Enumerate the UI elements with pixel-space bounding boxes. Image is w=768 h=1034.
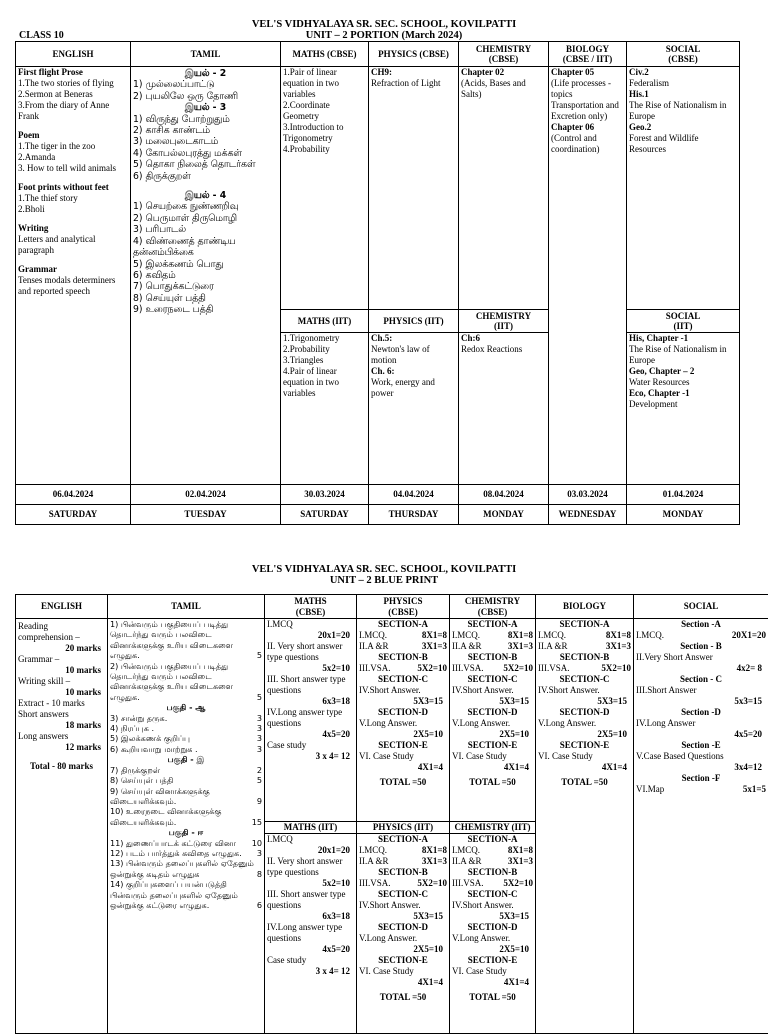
header-physics-iit: PHYSICS (IIT) [369, 310, 459, 333]
bp-header-maths: MATHS (CBSE) [265, 595, 357, 619]
bp-header-maths-iit: MATHS (IIT) [265, 822, 357, 834]
maths-cbse-syllabus: 1.Pair of linear equation in two variables 2.Coordinate Geometry 3.Introduction to Trigonometry 4.Probability [281, 67, 369, 310]
exam-date: 08.04.2024 [459, 485, 549, 505]
chemistry-iit-syllabus: Ch:6 Redox Reactions [459, 333, 549, 485]
social-iit-syllabus: His, Chapter -1 The Rise of Nationalism in Europe Geo, Chapter – 2 Water Resources Eco, Chapter -1 Development [627, 333, 740, 485]
tamil-syllabus: இயல் - 2 1) முல்லைப்பாட்டு 2) புயலிலே ஒரு தோணி இயல் - 3 1) விருந்து போற்றுதும் 2) காசிக காண்டம் 3) மலைபுடைகாடம் 4) கோபல்லபுரத்து மக்கள் 5) தொகா நிலைத் தொடர்கள் 6) திருக்குறள் இயல் - 4 1) செயற்கை நுண்ணறிவு 2) பெருமாள் திருமொழி 3) பரிபாடல் 4) விண்ணைத் தாண்டிய தன்னம்பிக்கை 5) இலக்கணம் பொது 6) கவிதம் 7) பொதுக்கட்டுரை 8) செய்யுள் பத்தி 9) உரைநடை பத்தி [131, 67, 281, 485]
header-social-iit: SOCIAL (IIT) [627, 310, 740, 333]
bp-biology: SECTION-A I.MCQ. 8X1=8 II.A &R 3X1=3 SECTION-B III.VSA. 5X2=10 SECTION-C IV.Short Answer. 5X3=15 SECTION-D V.Long Answer. 2X5=10 SECTION-E VI. Case Study 4X1=4 TOTAL =50 [536, 619, 634, 1034]
chemistry-cbse-syllabus: Chapter 02 (Acids, Bases and Salts) [459, 67, 549, 310]
exam-date: 04.04.2024 [369, 485, 459, 505]
exam-date: 03.03.2024 [549, 485, 627, 505]
exam-date: 30.03.2024 [281, 485, 369, 505]
bp-chemistry-cbse: SECTION-A I.MCQ. 8X1=8 II.A &R 3X1=3 SECTION-B III.VSA. 5X2=10 SECTION-C IV.Short Answer. 5X3=15 SECTION-D V.Long Answer. 2X5=10 SECTION-E VI. Case Study 4X1=4 TOTAL =50 [450, 619, 536, 822]
physics-cbse-syllabus: CH9: Refraction of Light [369, 67, 459, 310]
maths-iit-syllabus: 1.Trigonometry 2.Probability 3.Triangles 4.Pair of linear equation in two variables [281, 333, 369, 485]
english-syllabus: First flight Prose 1.The two stories of flying 2.Sermon at Beneras 3.From the diary of Anne Frank Poem 1.The tiger in the zoo 2.Amanda 3. How to tell wild animals Foot prints without feet 1.The thief story 2.Bholi Writing Letters and analytical paragraph Grammar Tenses modals determiners and reported speech [16, 67, 131, 485]
exam-day: MONDAY [459, 505, 549, 525]
blueprint-table [15, 594, 768, 1034]
bp-header-chemistry-iit: CHEMISTRY (IIT) [450, 822, 536, 834]
bp-physics-cbse: SECTION-A I.MCQ. 8X1=8 II.A &R 3X1=3 SECTION-B III.VSA. 5X2=10 SECTION-C IV.Short Answer. 5X3=15 SECTION-D V.Long Answer. 2X5=10 SECTION-E VI. Case Study 4X1=4 TOTAL =50 [357, 619, 450, 822]
header-physics-cbse: PHYSICS (CBSE) [369, 42, 459, 67]
bp-header-english: ENGLISH [16, 595, 108, 619]
exam-day: TUESDAY [131, 505, 281, 525]
biology-syllabus: Chapter 05 (Life processes - topics Transportation and Excretion only) Chapter 06 (Control and coordination) [549, 67, 627, 485]
bp-header-biology: BIOLOGY [536, 595, 634, 619]
bp-maths-iit: I.MCQ 20x1=20 II. Very short answer type questions 5x2=10 III. Short answer type questions 6x3=18 IV.Long answer type questions 4x5=20 Case study 3 x 4= 12 [265, 834, 357, 1034]
exam-day: WEDNESDAY [549, 505, 627, 525]
bp-maths-cbse: I.MCQ 20x1=20 II. Very short answer type questions 5x2=10 III. Short answer type questions 6x3=18 IV.Long answer type questions 4x5=20 Case study 3 x 4= 12 [265, 619, 357, 822]
school-name: VEL'S VIDHYALAYA SR. SEC. SCHOOL, KOVILPATTI [0, 19, 768, 30]
bp-english: Reading comprehension – 20 marks Grammar – 10 marks Writing skill – 10 marks Extract - 10 marks Short answers 18 marks Long answers 12 marks Total - 80 marks [16, 619, 108, 1034]
physics-iit-syllabus: Ch.5: Newton's law of motion Ch. 6: Work, energy and power [369, 333, 459, 485]
portion-title: UNIT – 2 PORTION (March 2024) [0, 30, 768, 41]
bp-header-physics-iit: PHYSICS (IIT) [357, 822, 450, 834]
header-tamil: TAMIL [131, 42, 281, 67]
header-chemistry-cbse: CHEMISTRY (CBSE) [459, 42, 549, 67]
bp-header-chemistry: CHEMISTRY (CBSE) [450, 595, 536, 619]
header-maths-cbse: MATHS (CBSE) [281, 42, 369, 67]
bp-school-name: VEL'S VIDHYALAYA SR. SEC. SCHOOL, KOVILPATTI [0, 564, 768, 575]
exam-day: SATURDAY [281, 505, 369, 525]
exam-day: THURSDAY [369, 505, 459, 525]
bp-physics-iit: SECTION-A I.MCQ. 8X1=8 II.A &R 3X1=3 SECTION-B III.VSA. 5X2=10 SECTION-C IV.Short Answer. 5X3=15 SECTION-D V.Long Answer. 2X5=10 SECTION-E VI. Case Study 4X1=4 TOTAL =50 [357, 834, 450, 1034]
header-social-cbse: SOCIAL (CBSE) [627, 42, 740, 67]
exam-date: 02.04.2024 [131, 485, 281, 505]
portion-table [15, 41, 740, 525]
class-label: CLASS 10 [19, 30, 64, 41]
header-maths-iit: MATHS (IIT) [281, 310, 369, 333]
bp-chemistry-iit: SECTION-A I.MCQ. 8X1=8 II.A &R 3X1=3 SECTION-B III.VSA. 5X2=10 SECTION-C IV.Short Answer. 5X3=15 SECTION-D V.Long Answer. 2X5=10 SECTION-E VI. Case Study 4X1=4 TOTAL =50 [450, 834, 536, 1034]
header-biology: BIOLOGY (CBSE / IIT) [549, 42, 627, 67]
exam-date: 01.04.2024 [627, 485, 740, 505]
bp-social: Section -A I.MCQ. 20X1=20 Section - B II.Very Short Answer 4x2= 8 Section - C III.Short Answer 5x3=15 Section -D IV.Long Answer 4x5=20 Section -E V.Case Based Questions 3x4=12 Section -F VI.Map 5x1=5 [634, 619, 768, 1034]
header-chemistry-iit: CHEMISTRY (IIT) [459, 310, 549, 333]
header-english: ENGLISH [16, 42, 131, 67]
social-cbse-syllabus: Civ.2 Federalism His.1 The Rise of Nationalism in Europe Geo.2 Forest and Wildlife Resources [627, 67, 740, 310]
bp-title: UNIT – 2 BLUE PRINT [0, 575, 768, 586]
exam-day: SATURDAY [16, 505, 131, 525]
bp-header-physics: PHYSICS (CBSE) [357, 595, 450, 619]
bp-tamil: 1) பின்வரும் பகுதியைப் படித்து தொடர்ந்து வரும் பலவிடை வினாக்களுக்கு உரிய விடைகளை எழுதுக. 5 2) பின்வரும் பகுதியைப் படித்து தொடர்ந்து வரும் பலவிடை வினாக்களுக்கு உரிய விடைகளை எழுதுக. 5 பகுதி - ஆ 3) சான்று தருக. 3 4) நிரப்புக . 3 5) இலக்கணக் குறிப்பு 3 6) கூறியவாறு மாற்றுக . 3 பகுதி - இ 7) திருக்குறள் 2 8) செய்யுள் பத்தி 5 9) செய்யுள் வினாக்களுக்கு விடையளிக்கவும். 9 10) உரைநடை வினாக்களுக்கு விடையளிக்கவும். 15 பகுதி - ஈ 11) துணைப்பாடக் கட்டுரை வினா 10 12) படம் பார்த்துக் கவிதை எழுதுக. 3 13) பின்வரும் தலைப்புகளில் ஏதேனும் ஒன்றுக்கு கடிதம் எழுதுக 8 14) குறிப்புகளைப் பயன்படுத்தி பின்வரும் தலைப்புகளில் ஏதேனும் ஒன்றுக்கு கட்டுரை எழுதுக. 6 [108, 619, 265, 1034]
bp-header-tamil: TAMIL [108, 595, 265, 619]
exam-day: MONDAY [627, 505, 740, 525]
exam-date: 06.04.2024 [16, 485, 131, 505]
bp-header-social: SOCIAL [634, 595, 768, 619]
